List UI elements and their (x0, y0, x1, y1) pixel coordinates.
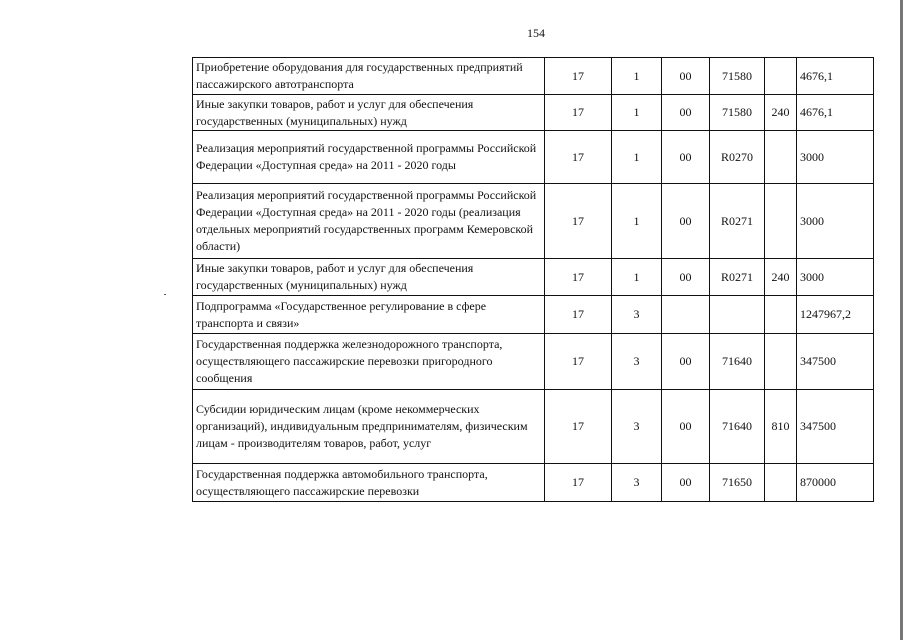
section-code: 17 (545, 184, 612, 259)
table-row (193, 58, 874, 95)
amount: 3000 (797, 259, 874, 296)
table-row (193, 334, 874, 390)
subsection-code: 1 (612, 184, 662, 259)
program-code: 00 (662, 334, 710, 390)
budget-table (192, 57, 874, 502)
expense-type-code: 810 (765, 390, 797, 464)
amount: 347500 (797, 390, 874, 464)
subsection-code: 3 (612, 296, 662, 334)
table-row (193, 95, 874, 131)
expense-type-code: 240 (765, 95, 797, 131)
row-name: Иные закупки товаров, работ и услуг для обеспечения государственных (муниципальных) нужд (193, 95, 545, 131)
section-code: 17 (545, 58, 612, 95)
section-code: 17 (545, 334, 612, 390)
subsection-code: 1 (612, 58, 662, 95)
target-item-code: 71650 (710, 464, 765, 502)
section-code: 17 (545, 259, 612, 296)
table-row (193, 184, 874, 259)
amount: 4676,1 (797, 95, 874, 131)
amount: 1247967,2 (797, 296, 874, 334)
target-item-code: R0270 (710, 131, 765, 184)
page-edge-line (900, 0, 903, 640)
subsection-code: 3 (612, 334, 662, 390)
expense-type-code (765, 296, 797, 334)
section-code: 17 (545, 464, 612, 502)
expense-type-code (765, 184, 797, 259)
table-row (193, 296, 874, 334)
row-name: Субсидии юридическим лицам (кроме некоммерческих организаций), индивидуальным предпринимателям, физическим лицам - производителям товаров, работ, услуг (193, 390, 545, 464)
program-code: 00 (662, 464, 710, 502)
subsection-code: 3 (612, 464, 662, 502)
expense-type-code (765, 334, 797, 390)
subsection-code: 1 (612, 259, 662, 296)
program-code: 00 (662, 131, 710, 184)
table-row (193, 259, 874, 296)
row-name: Государственная поддержка автомобильного транспорта, осуществляющего пассажирские перевозки (193, 464, 545, 502)
target-item-code: R0271 (710, 259, 765, 296)
amount: 4676,1 (797, 58, 874, 95)
target-item-code: R0271 (710, 184, 765, 259)
program-code: 00 (662, 58, 710, 95)
program-code: 00 (662, 95, 710, 131)
target-item-code: 71640 (710, 390, 765, 464)
subsection-code: 1 (612, 95, 662, 131)
target-item-code: 71640 (710, 334, 765, 390)
table-row (193, 464, 874, 502)
section-code: 17 (545, 390, 612, 464)
table-row (193, 131, 874, 184)
row-name: Реализация мероприятий государственной программы Российской Федерации «Доступная среда» на 2011 - 2020 годы (реализация отдельных мероприятий государственных программ Кемеровской области) (193, 184, 545, 259)
section-code: 17 (545, 95, 612, 131)
amount: 3000 (797, 131, 874, 184)
expense-type-code (765, 131, 797, 184)
program-code: 00 (662, 259, 710, 296)
target-item-code: 71580 (710, 58, 765, 95)
page-number: 154 (527, 26, 545, 40)
row-name: Подпрограмма «Государственное регулирование в сфере транспорта и связи» (193, 296, 545, 334)
amount: 870000 (797, 464, 874, 502)
amount: 347500 (797, 334, 874, 390)
section-code: 17 (545, 131, 612, 184)
program-code: 00 (662, 390, 710, 464)
table-row (193, 390, 874, 464)
scan-speck (164, 294, 166, 295)
expense-type-code (765, 58, 797, 95)
expense-type-code: 240 (765, 259, 797, 296)
subsection-code: 1 (612, 131, 662, 184)
target-item-code: 71580 (710, 95, 765, 131)
row-name: Иные закупки товаров, работ и услуг для обеспечения государственных (муниципальных) нужд (193, 259, 545, 296)
target-item-code (710, 296, 765, 334)
row-name: Приобретение оборудования для государственных предприятий пассажирского автотранспорта (193, 58, 545, 95)
expense-type-code (765, 464, 797, 502)
subsection-code: 3 (612, 390, 662, 464)
program-code: 00 (662, 184, 710, 259)
row-name: Государственная поддержка железнодорожного транспорта, осуществляющего пассажирские перевозки пригородного сообщения (193, 334, 545, 390)
program-code (662, 296, 710, 334)
amount: 3000 (797, 184, 874, 259)
row-name: Реализация мероприятий государственной программы Российской Федерации «Доступная среда» на 2011 - 2020 годы (193, 131, 545, 184)
section-code: 17 (545, 296, 612, 334)
